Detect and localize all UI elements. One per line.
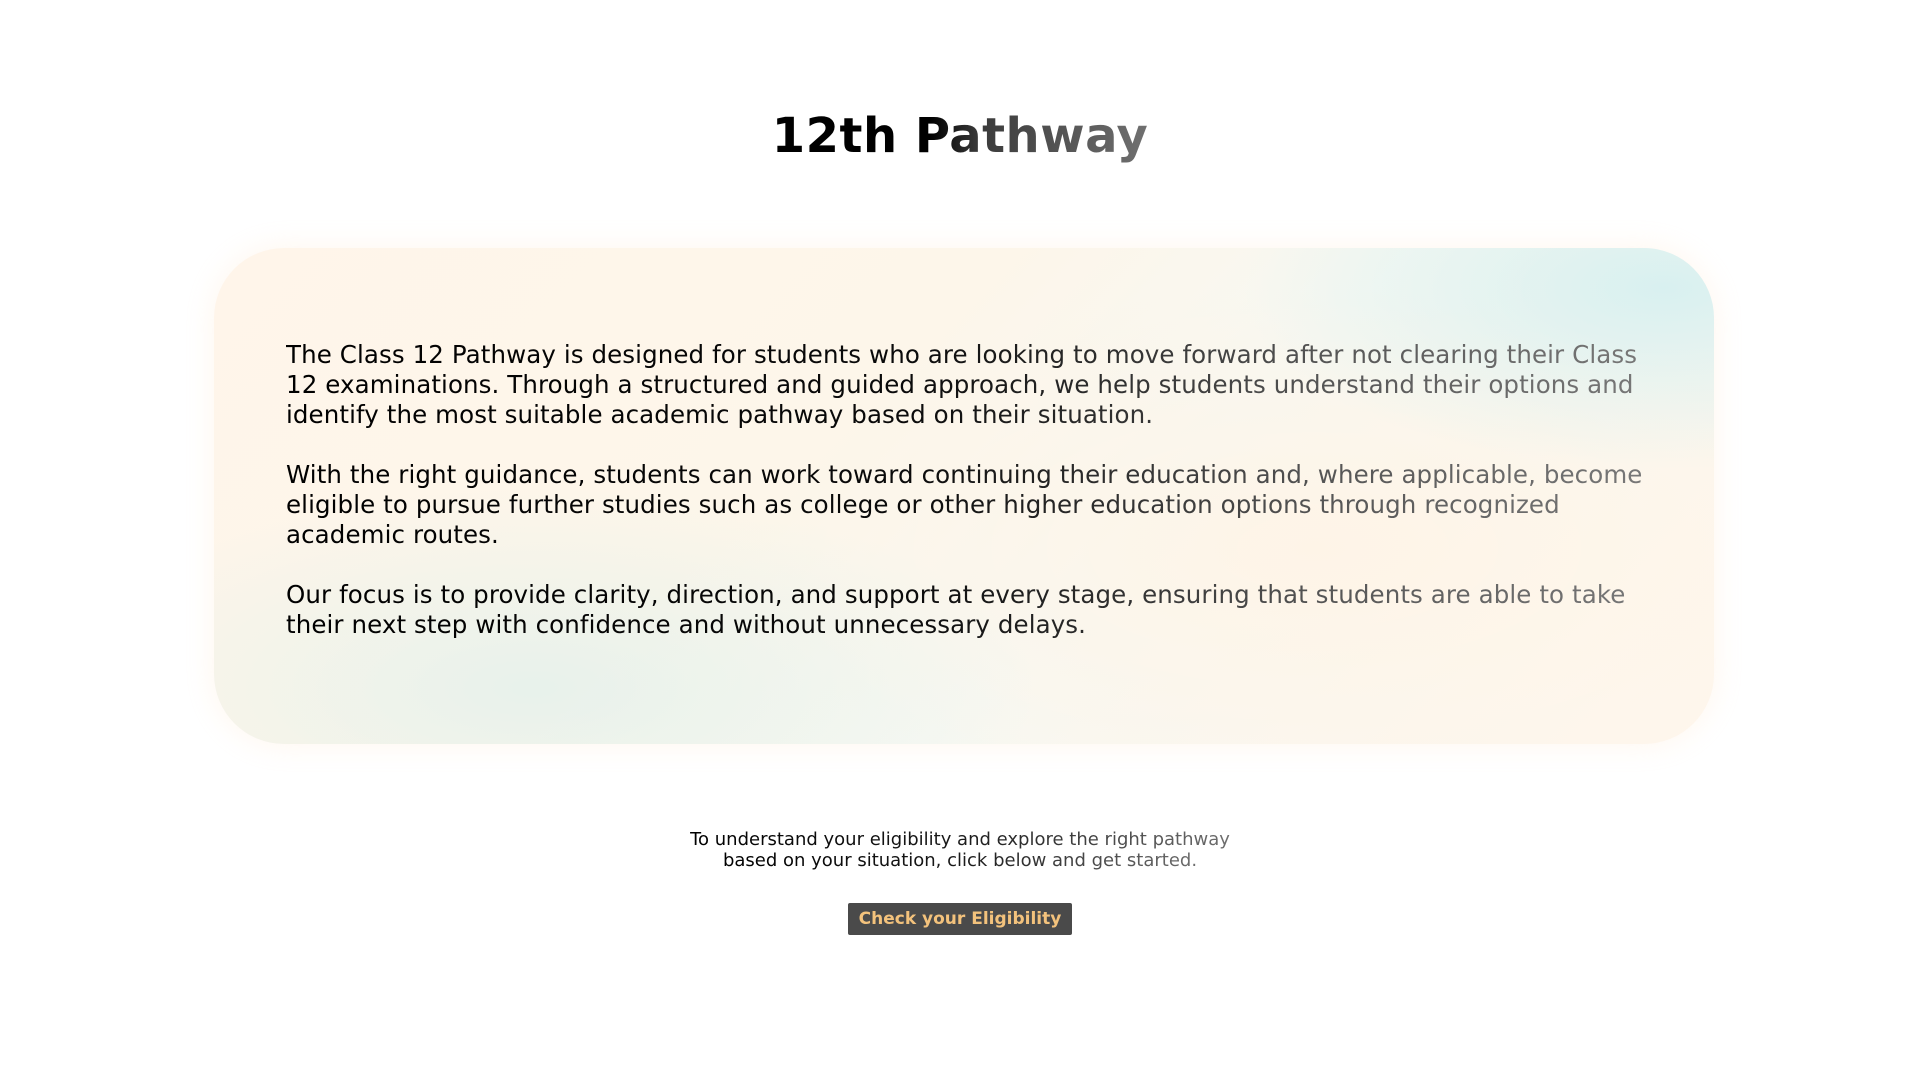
card-paragraph-intro: The Class 12 Pathway is designed for students who are looking to move forward after not clearing their Class 12 examinations. Through a structured and guided approach, we help students understand their options and identify the most suitable academic pathway based on their situation. [286, 340, 1666, 430]
card-paragraph-focus: Our focus is to provide clarity, direction, and support at every stage, ensuring that students are able to take their next step with confidence and without unnecessary delays. [286, 580, 1666, 640]
card-paragraph-guidance: With the right guidance, students can work toward continuing their education and, where applicable, become eligible to pursue further studies such as college or other higher education options through recognized academic routes. [286, 460, 1666, 550]
check-eligibility-button[interactable]: Check your Eligibility [848, 903, 1073, 935]
card-body [286, 340, 1666, 670]
page-header [0, 104, 1920, 168]
info-card [214, 248, 1714, 744]
cta-line-1: To understand your eligibility and explore the right pathway [690, 829, 1230, 850]
page-title: 12th Pathway [772, 104, 1149, 168]
cta-description [0, 829, 1920, 871]
cta-line-2: based on your situation, click below and get started. [722, 850, 1198, 871]
cta-button-container [0, 903, 1920, 935]
